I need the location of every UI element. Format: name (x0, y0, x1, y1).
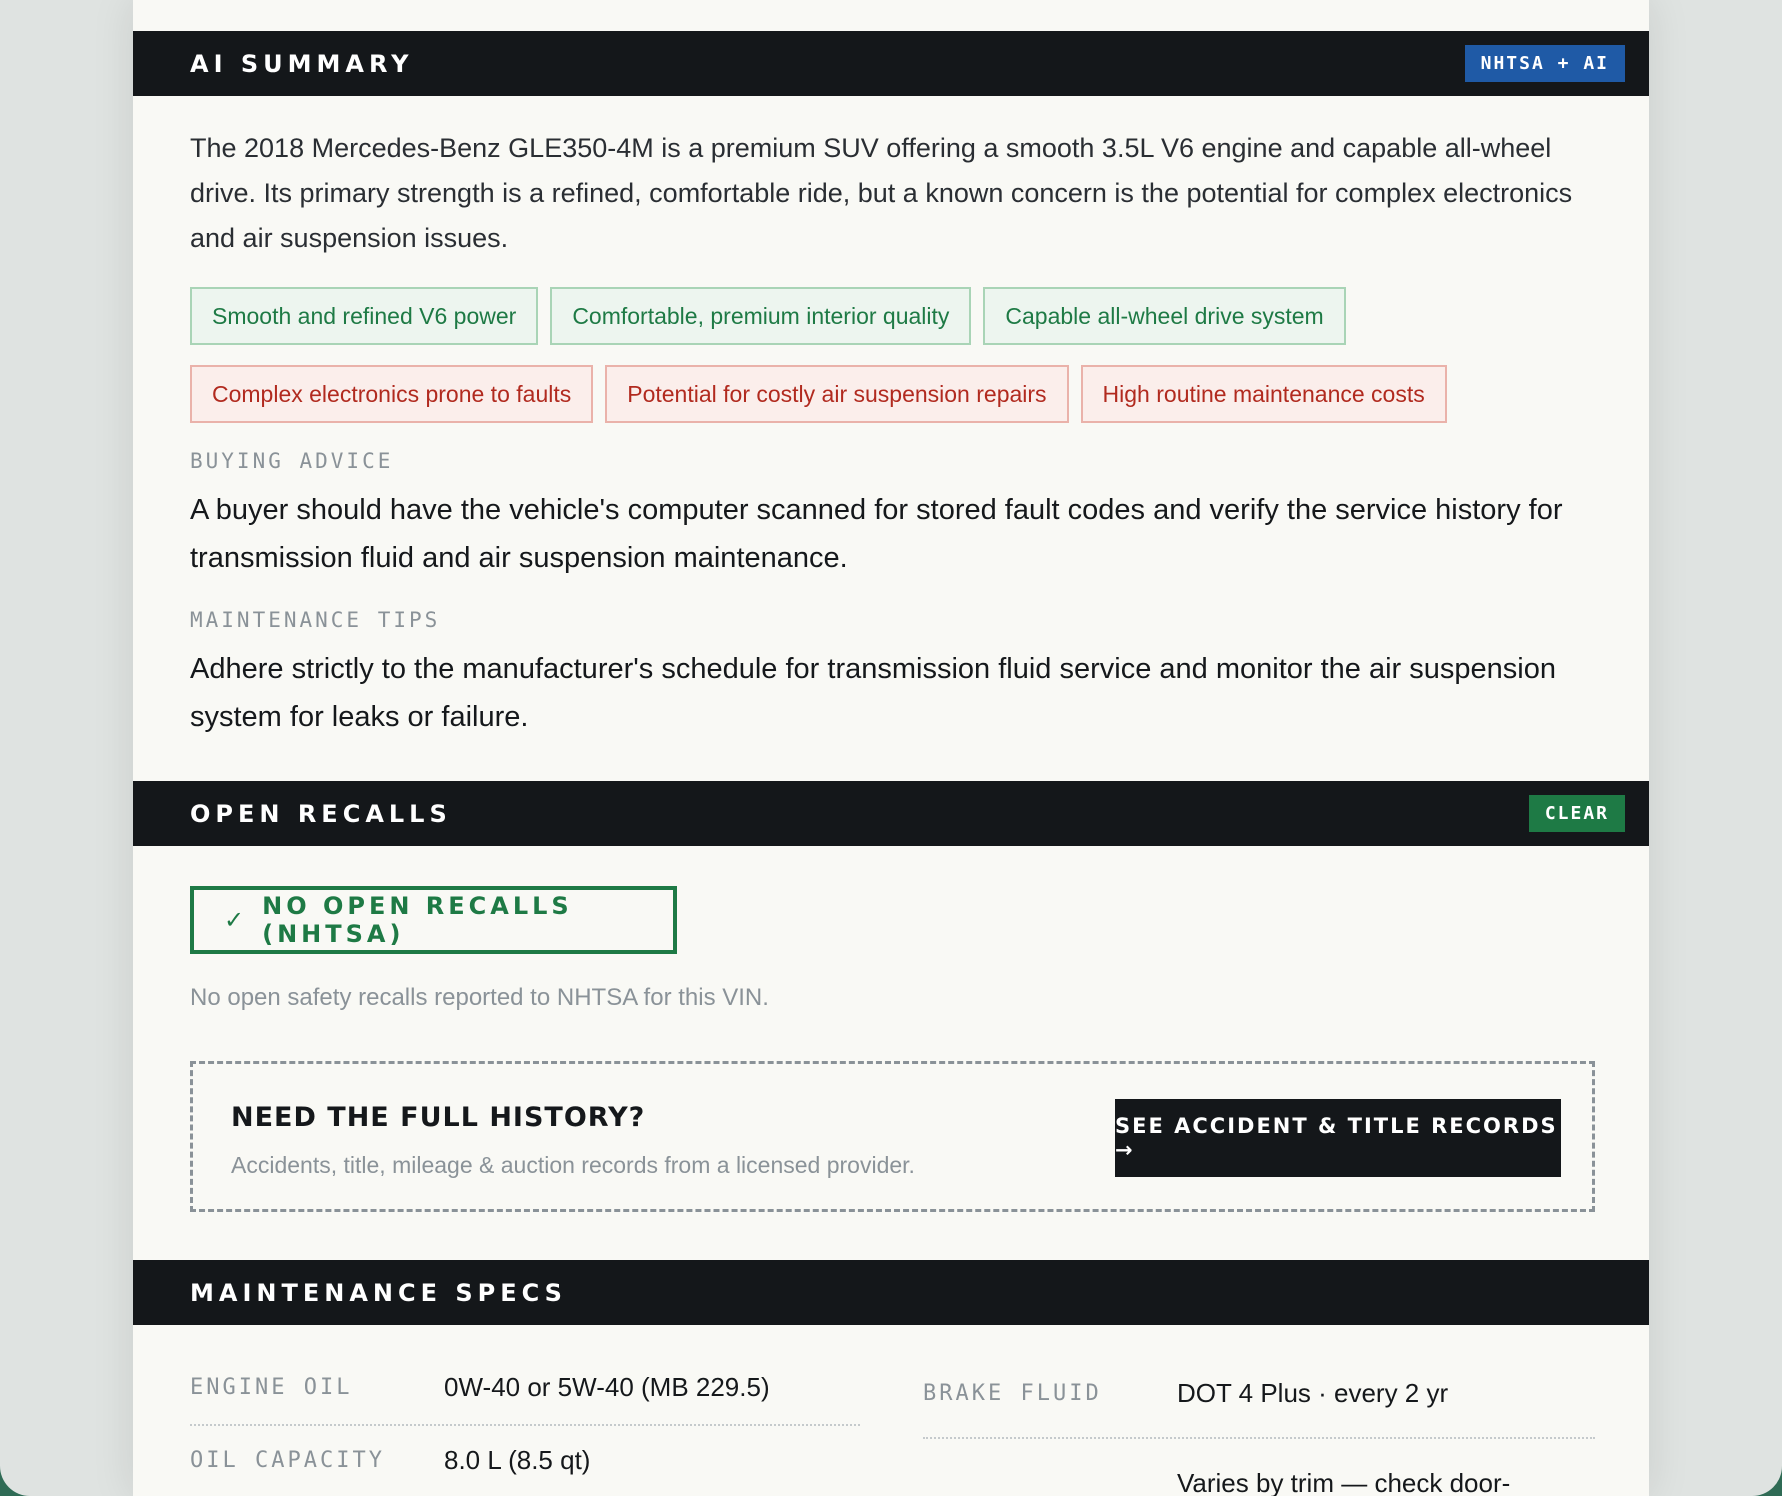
ai-summary-header (133, 31, 1649, 96)
open-recalls-title: OPEN RECALLS (190, 799, 452, 828)
see-records-button[interactable]: SEE ACCIDENT & TITLE RECORDS → (1115, 1099, 1561, 1177)
spec-row-brake-fluid (923, 1364, 1595, 1439)
con-tag: Potential for costly air suspension repairs (605, 365, 1068, 423)
check-icon: ✓ (224, 906, 249, 934)
pro-tag: Capable all-wheel drive system (983, 287, 1345, 345)
con-tag: Complex electronics prone to faults (190, 365, 593, 423)
spec-row-oil-capacity (190, 1432, 860, 1496)
pros-tags (190, 287, 1346, 345)
history-cta-subtitle: Accidents, title, mileage & auction records from a licensed provider. (231, 1152, 915, 1178)
cons-tags (190, 365, 1447, 423)
buying-advice-label: BUYING ADVICE (190, 449, 394, 473)
source-badge: NHTSA + AI (1465, 45, 1625, 82)
recall-status-text: NO OPEN RECALLS (NHTSA) (262, 892, 573, 948)
spec-value: DOT 4 Plus · every 2 yr (1177, 1378, 1449, 1408)
recall-status-box (190, 886, 677, 954)
history-cta-title: NEED THE FULL HISTORY? (231, 1102, 646, 1133)
ai-summary-text: The 2018 Mercedes-Benz GLE350-4M is a premium SUV offering a smooth 3.5L V6 engine and capable all-wheel drive. Its primary strength is a refined, comfortable ride, but a known concern is the potential for complex electronics and air suspension issues. (190, 133, 1573, 253)
spec-row-engine-oil (190, 1360, 860, 1426)
spec-label: BRAKE FLUID (923, 1381, 1102, 1406)
open-recalls-header (133, 781, 1649, 846)
report-card (133, 0, 1649, 1496)
pro-tag: Comfortable, premium interior quality (550, 287, 971, 345)
maintenance-tips-label: MAINTENANCE TIPS (190, 608, 441, 632)
maintenance-tips-text: Adhere strictly to the manufacturer's schedule for transmission fluid service and monitor the air suspension system for leaks or failure. (190, 653, 1556, 733)
maintenance-specs-title: MAINTENANCE SPECS (190, 1278, 567, 1307)
spec-value: Varies by trim — check door- (1177, 1468, 1511, 1496)
pro-tag: Smooth and refined V6 power (190, 287, 538, 345)
con-tag: High routine maintenance costs (1081, 365, 1447, 423)
history-cta-box (190, 1061, 1595, 1212)
buying-advice-text: A buyer should have the vehicle's computer scanned for stored fault codes and verify the service history for transmission fluid and air suspension maintenance. (190, 494, 1563, 574)
spec-row-tires (923, 1450, 1595, 1496)
spec-value: 0W-40 or 5W-40 (MB 229.5) (444, 1372, 770, 1402)
ai-summary-title: AI SUMMARY (190, 49, 414, 78)
spec-value: 8.0 L (8.5 qt) (444, 1445, 591, 1475)
recall-status-badge: CLEAR (1529, 795, 1625, 832)
spec-label: ENGINE OIL (190, 1375, 353, 1400)
maintenance-specs-header (133, 1260, 1649, 1325)
recall-note: No open safety recalls reported to NHTSA for this VIN. (190, 984, 769, 1011)
spec-label: OIL CAPACITY (190, 1448, 385, 1473)
